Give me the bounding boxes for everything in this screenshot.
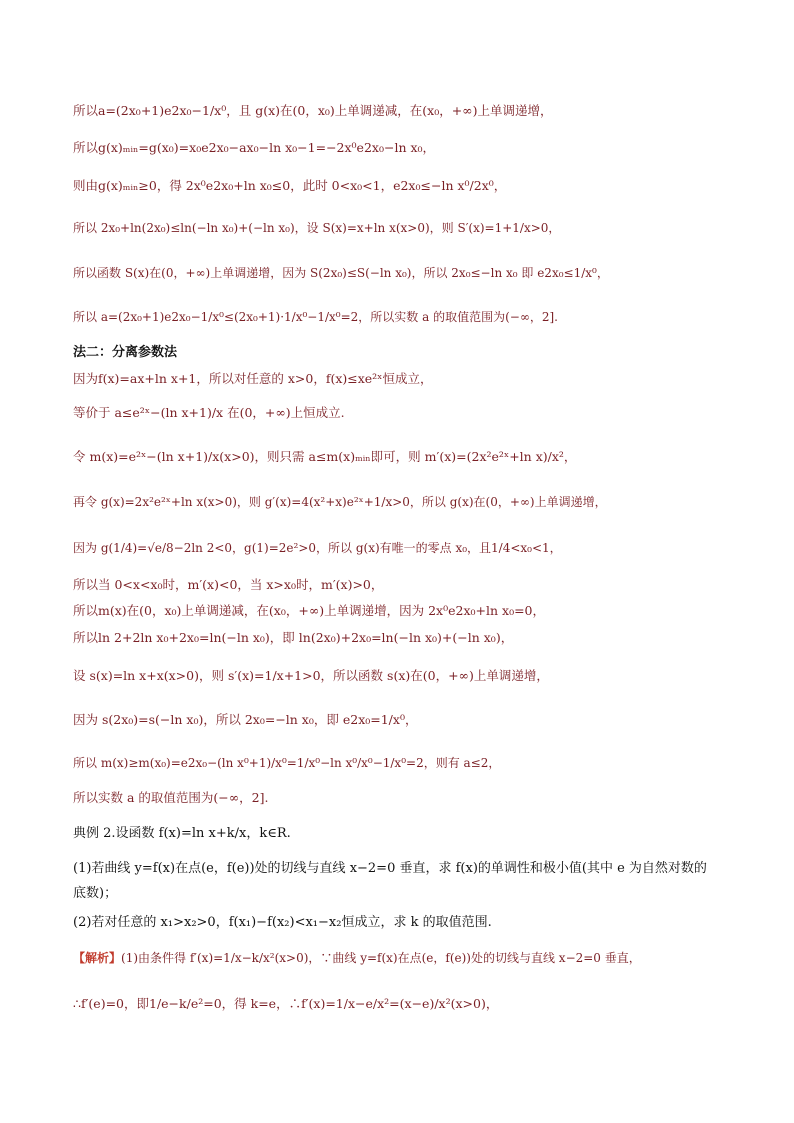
text-line: 等价于 a≤e²ˣ−(ln x+1)/x 在(0，+∞)上恒成立. — [73, 405, 345, 420]
example-title: 典例 2.设函数 f(x)=ln x+k/x，k∈R. — [73, 826, 291, 841]
text-line: 所以 2x₀+ln(2x₀)≤ln(−ln x₀)+(−ln x₀)，设 S(x)=x+ln x(x>0)，则 S′(x)=1+1/x>0， — [73, 221, 561, 235]
text-line: ∴f′(e)=0，即1/e−k/e²=0，得 k=e，∴f′(x)=1/x−e/x²=(x−e)/x²(x>0)， — [73, 996, 499, 1011]
text-line: 所以当 0<x<x₀时，m′(x)<0，当 x>x₀时，m′(x)>0， — [73, 577, 384, 592]
text-line: 因为 s(2x₀)=s(−ln x₀)，所以 2x₀=−ln x₀，即 e2x₀=1/x⁰， — [73, 712, 418, 727]
question-part-1-cont: 底数)； — [73, 886, 118, 901]
text-line: 令 m(x)=e²ˣ−(ln x+1)/x(x>0)，则只需 a≤m(x)ₘᵢₙ即可，则 m′(x)=(2x²e²ˣ+ln x)/x²， — [73, 449, 577, 464]
text-line: 所以函数 S(x)在(0，+∞)上单调递增，因为 S(2x₀)≤S(−ln x₀)，所以 2x₀≤−ln x₀ 即 e2x₀≤1/x⁰， — [73, 266, 609, 280]
text-line: 因为 g(1/4)=√e/8−2ln 2<0，g(1)=2e²>0，所以 g(x)有唯一的零点 x₀，且1/4<x₀<1， — [73, 541, 562, 555]
method-heading: 法二：分离参数法 — [73, 345, 178, 360]
text-line: 所以ln 2+2ln x₀+2x₀=ln(−ln x₀)，即 ln(2x₀)+2x₀=ln(−ln x₀)+(−ln x₀)， — [73, 630, 514, 645]
text-line: 所以m(x)在(0，x₀)上单调递减，在(x₀，+∞)上单调递增，因为 2x⁰e2x₀+ln x₀=0， — [73, 603, 546, 618]
text-line: 所以g(x)ₘᵢₙ=g(x₀)=x₀e2x₀−ax₀−ln x₀−1=−2x⁰e2x₀−ln x₀， — [73, 140, 436, 155]
text-line: 因为f(x)=ax+ln x+1，所以对任意的 x>0，f(x)≤xe²ˣ恒成立， — [73, 371, 433, 386]
text-line: 所以 m(x)≥m(x₀)=e2x₀−(ln x⁰+1)/x⁰=1/x⁰−ln x⁰/x⁰−1/x⁰=2，则有 a≤2， — [73, 756, 501, 770]
text-line: 所以实数 a 的取值范围为(−∞，2]. — [73, 790, 269, 805]
text-line: 所以 a=(2x₀+1)e2x₀−1/x⁰≤(2x₀+1)·1/x⁰−1/x⁰=2，所以实数 a 的取值范围为(−∞，2]. — [73, 310, 558, 324]
text-line: 设 s(x)=ln x+x(x>0)，则 s′(x)=1/x+1>0，所以函数 s(x)在(0，+∞)上单调递增， — [73, 668, 549, 683]
text-line: 所以a=(2x₀+1)e2x₀−1/x⁰，且 g(x)在(0，x₀)上单调递减，在(x₀，+∞)上单调递增， — [73, 103, 553, 118]
question-part-2: (2)若对任意的 x₁>x₂>0，f(x₁)−f(x₂)<x₁−x₂恒成立，求 k 的取值范围. — [73, 915, 492, 930]
solution-tag: 【解析】 — [73, 951, 122, 965]
text-line: 再令 g(x)=2x²e²ˣ+ln x(x>0)，则 g′(x)=4(x²+x)e²ˣ+1/x>0，所以 g(x)在(0，+∞)上单调递增， — [73, 495, 607, 509]
solution-text: (1)由条件得 f′(x)=1/x−k/x²(x>0)，∵曲线 y=f(x)在点(e，f(e))处的切线与直线 x−2=0 垂直， — [121, 951, 641, 965]
solution-line — [73, 950, 733, 966]
question-part-1: (1)若曲线 y=f(x)在点(e，f(e))处的切线与直线 x−2=0 垂直，求 f(x)的单调性和极小值(其中 e 为自然对数的 — [73, 861, 707, 876]
text-line: 则由g(x)ₘᵢₙ≥0，得 2x⁰e2x₀+ln x₀≤0，此时 0<x₀<1，e2x₀≤−ln x⁰/2x⁰， — [73, 178, 507, 193]
